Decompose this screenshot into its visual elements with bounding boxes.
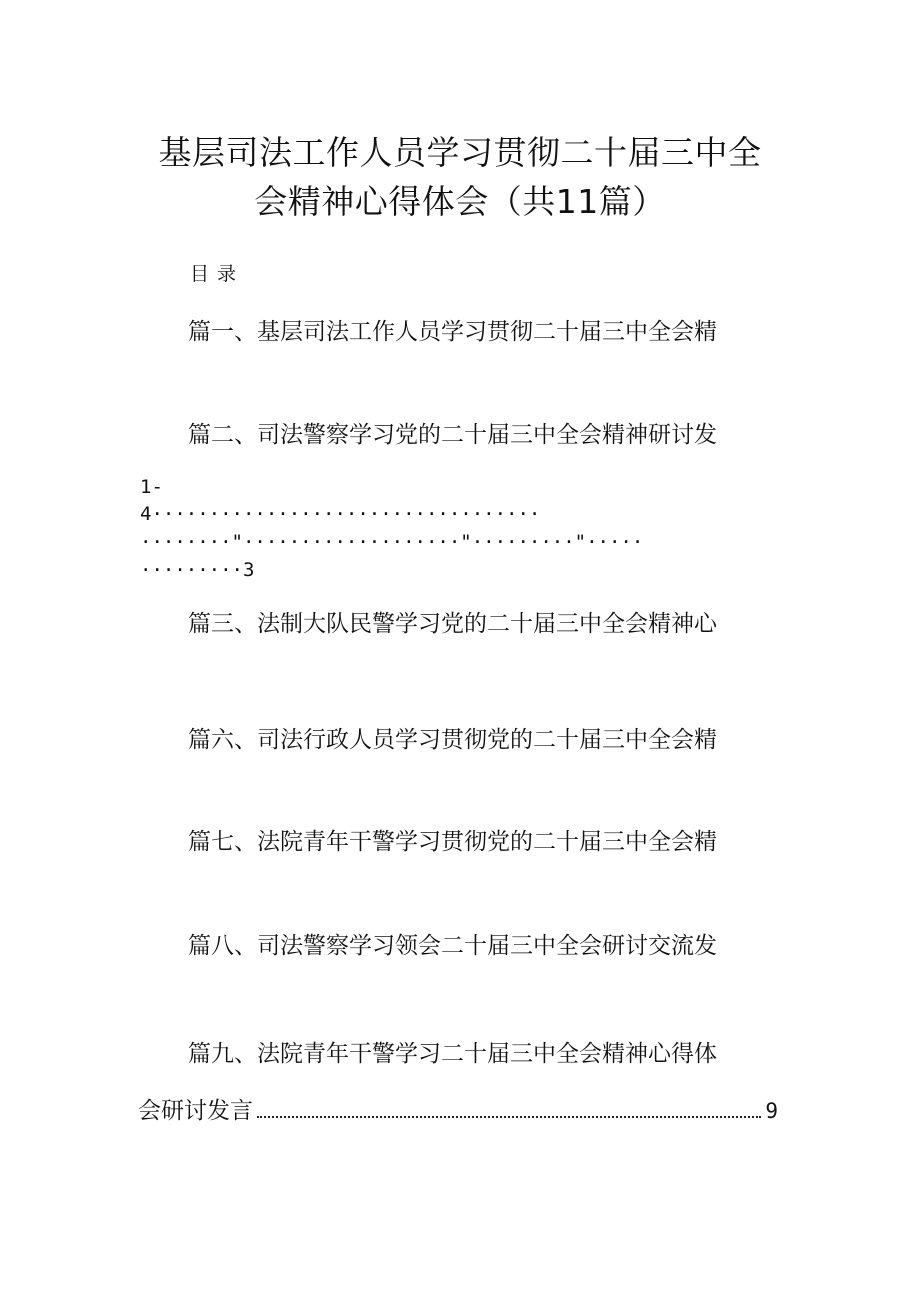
toc-entry-3[interactable]: 篇三、法制大队民警学习党的二十届三中全会精神心 [188,611,717,637]
toc-dot-leader [257,1116,761,1118]
toc-entry-2[interactable]: 篇二、司法警察学习党的二十届三中全会精神研讨发 [188,422,717,448]
toc-garbled-line-1: 1- [140,476,163,498]
toc-entry-6[interactable]: 篇六、司法行政人员学习贯彻党的二十届三中全会精 [188,727,717,753]
toc-entry-7[interactable]: 篇七、法院青年干警学习贯彻党的二十届三中全会精 [188,829,717,855]
toc-entry-1[interactable]: 篇一、基层司法工作人员学习贯彻二十届三中全会精 [188,319,717,345]
document-title-line-2: 会精神心得体会（共11篇） [254,182,666,221]
document-title-line-1: 基层司法工作人员学习贯彻二十届三中全 [158,133,762,172]
toc-heading: 目录 [190,263,245,285]
toc-page-number: 9 [765,1099,778,1123]
toc-entry-9[interactable]: 篇九、法院青年干警学习二十届三中全会精神心得体 [188,1041,717,1067]
toc-entry-8[interactable]: 篇八、司法警察学习领会二十届三中全会研讨交流发 [188,933,717,959]
toc-garbled-line-2: 4·································· [140,503,541,525]
toc-entry-9-text: 会研讨发言 [138,1098,253,1124]
toc-entry-9-continuation[interactable] [138,1096,778,1126]
toc-garbled-line-3: ········"···················"·········"····· [140,531,644,553]
toc-garbled-line-4: ·········3 [140,559,255,581]
